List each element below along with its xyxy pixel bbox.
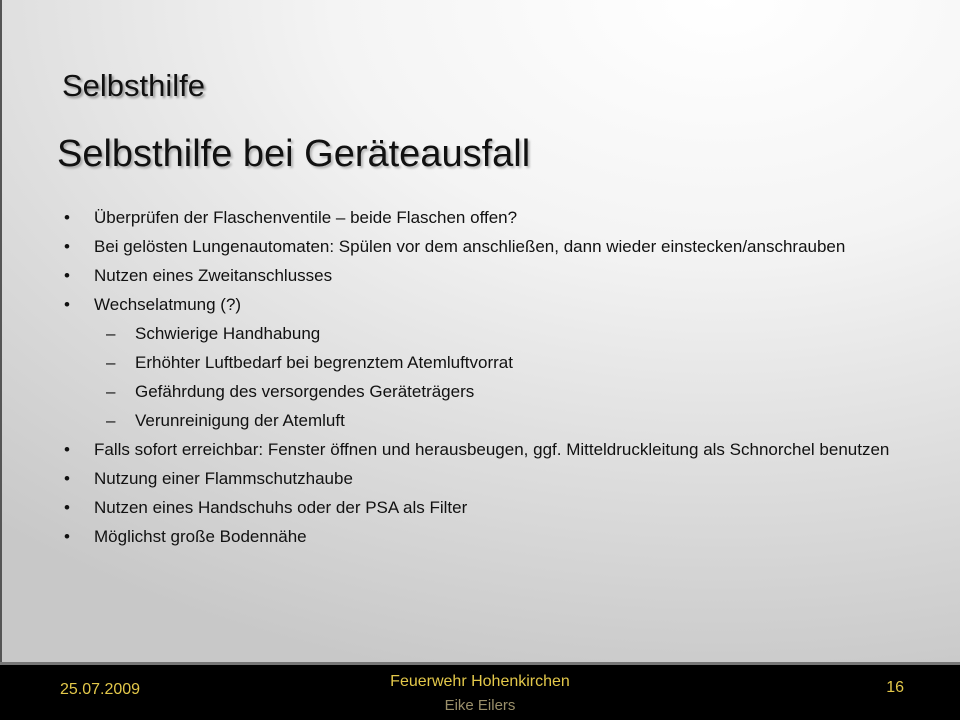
sub-bullet-item <box>62 411 922 431</box>
bullet-text: Schwierige Handhabung <box>135 324 321 343</box>
dash-marker: – <box>106 324 116 343</box>
bullet-marker: • <box>64 208 70 227</box>
bullet-marker: • <box>64 237 70 256</box>
bullet-text: Gefährdung des versorgendes Geräteträgers <box>135 382 475 401</box>
footer-author: Eike Eilers <box>444 697 516 714</box>
bullet-text: Möglichst große Bodennähe <box>94 527 307 546</box>
bullet-marker: • <box>64 498 70 517</box>
bullet-text: Nutzen eines Zweitanschlusses <box>94 266 333 285</box>
bullet-item <box>62 208 922 228</box>
footer-date: 25.07.2009 <box>60 681 141 698</box>
bullet-marker: • <box>64 295 70 314</box>
bullet-item <box>62 237 922 257</box>
section-title: Selbsthilfe <box>62 68 206 103</box>
footer-organization: Feuerwehr Hohenkirchen <box>390 673 570 690</box>
bullet-marker: • <box>64 440 70 459</box>
bullet-text: Nutzen eines Handschuhs oder der PSA als Filter <box>94 498 468 517</box>
bullet-item <box>62 295 922 315</box>
bullet-item <box>62 527 922 547</box>
sub-bullet-item <box>62 382 922 402</box>
sub-bullet-item <box>62 353 922 373</box>
bullet-text: Wechselatmung (?) <box>94 295 242 314</box>
bullet-list <box>62 208 922 556</box>
bullet-item <box>62 469 922 489</box>
bullet-item <box>62 498 922 518</box>
footer <box>0 665 960 720</box>
bullet-item <box>62 266 922 286</box>
sub-bullet-item <box>62 324 922 344</box>
dash-marker: – <box>106 353 116 372</box>
bullet-text: Erhöhter Luftbedarf bei begrenztem Atemluftvorrat <box>135 353 513 372</box>
bullet-item <box>62 440 922 460</box>
bullet-marker: • <box>64 527 70 546</box>
bullet-text: Überprüfen der Flaschenventile – beide Flaschen offen? <box>94 208 518 227</box>
bullet-text: Nutzung einer Flammschutzhaube <box>94 469 353 488</box>
page-number: 16 <box>886 679 904 696</box>
dash-marker: – <box>106 411 116 430</box>
bullet-marker: • <box>64 469 70 488</box>
dash-marker: – <box>106 382 116 401</box>
bullet-text: Verunreinigung der Atemluft <box>135 411 345 430</box>
bullet-text: Falls sofort erreichbar: Fenster öffnen und herausbeugen, ggf. Mitteldruckleitung als Schnorchel benutzen <box>94 440 890 459</box>
slide-title: Selbsthilfe bei Geräteausfall <box>57 133 531 175</box>
bullet-text: Bei gelösten Lungenautomaten: Spülen vor dem anschließen, dann wieder einstecken/anschrauben <box>94 237 846 256</box>
bullet-marker: • <box>64 266 70 285</box>
